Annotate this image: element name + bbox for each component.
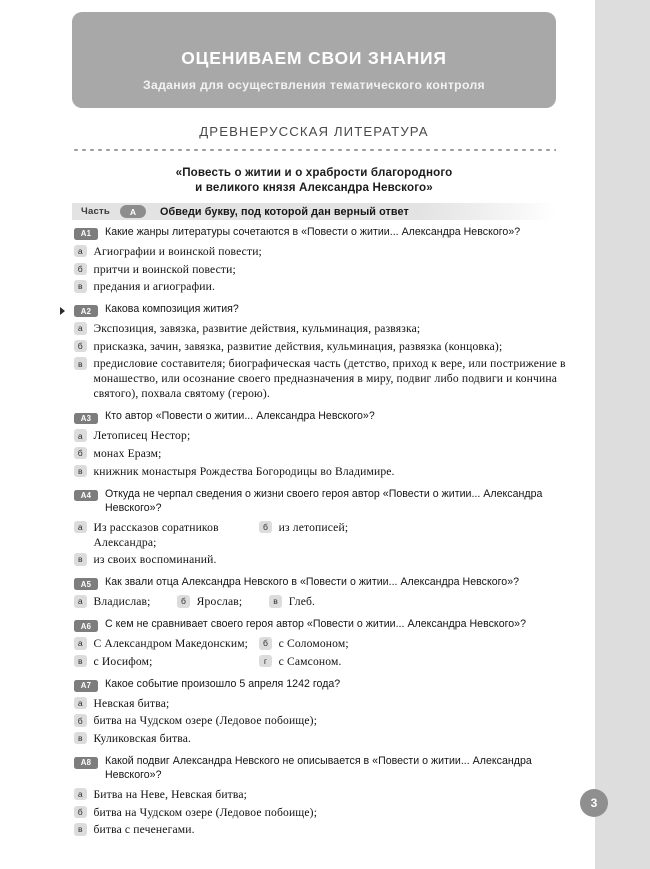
banner-title: ОЦЕНИВАЕМ СВОИ ЗНАНИЯ (181, 48, 447, 68)
option-letter-badge[interactable]: б (259, 637, 272, 650)
question-number-badge: А2 (74, 305, 98, 317)
question-number-badge: А8 (74, 757, 98, 769)
work-title-line-1: «Повесть о житии и о храбрости благородного (175, 166, 453, 179)
answer-option[interactable] (74, 428, 580, 443)
part-bar (72, 203, 556, 220)
answer-option[interactable] (74, 244, 580, 259)
answer-option[interactable] (74, 636, 259, 651)
option-row (74, 822, 580, 837)
option-text: С Александром Македонским; (93, 637, 249, 651)
question-number-badge: А1 (74, 228, 98, 240)
answer-option[interactable] (74, 520, 259, 550)
question-text: Какой подвиг Александра Невского не описывается в «Повести о житии... Александра Невского»? (105, 755, 532, 781)
option-row (74, 446, 580, 461)
question-block (60, 410, 580, 478)
option-letter-badge[interactable]: в (74, 655, 87, 668)
option-letter-badge[interactable]: б (74, 806, 87, 819)
option-letter-badge[interactable]: а (74, 429, 87, 442)
option-letter-badge[interactable]: б (74, 263, 87, 276)
option-text: присказка, зачин, завязка, развитие действия, кульминация, развязка (концовка); (93, 339, 503, 353)
option-row (74, 428, 580, 443)
header-banner (72, 12, 556, 108)
option-text: с Иосифом; (93, 654, 153, 668)
option-text: битва на Чудском озере (Ледовое побоище); (93, 714, 318, 728)
question-number-badge: А5 (74, 578, 98, 590)
question-block (60, 226, 580, 294)
question-text: Какие жанры литературы сочетаются в «Повести о житии... Александра Невского»? (105, 226, 521, 238)
answer-option[interactable] (74, 731, 580, 746)
questions-list (60, 226, 580, 846)
option-row (74, 731, 580, 746)
question-text: Какое событие произошло 5 апреля 1242 года? (105, 677, 341, 690)
option-text: Из рассказов соратников Александра; (93, 520, 219, 549)
option-text: Куликовская битва. (93, 731, 192, 745)
option-row (74, 464, 580, 479)
option-letter-badge[interactable]: а (74, 697, 87, 710)
option-letter-badge[interactable]: в (74, 465, 87, 478)
option-row (74, 244, 580, 259)
options-group (74, 594, 580, 609)
option-letter-badge[interactable]: а (74, 322, 87, 335)
answer-option[interactable] (269, 594, 580, 609)
page-number-badge: 3 (580, 789, 608, 817)
question-header (60, 618, 580, 632)
section-heading: ДРЕВНЕРУССКАЯ ЛИТЕРАТУРА (199, 124, 429, 139)
question-block (60, 618, 580, 669)
answer-option[interactable] (74, 262, 580, 277)
option-text: предания и агиографии. (93, 280, 216, 294)
answer-option[interactable] (74, 464, 580, 479)
question-block (60, 755, 580, 837)
option-row (74, 636, 580, 651)
option-letter-badge[interactable]: б (74, 447, 87, 460)
question-text: Откуда не черпал сведения о жизни своего героя автор «Повести о житии... Александра Невского»? (105, 487, 543, 514)
option-text: предисловие составителя; биографическая часть (детство, приход к вере, или пострижение в монашество, или осознание своего предназначения в миру, подвиг либо подвиги и кончина святого), похвала святому (герою). (93, 357, 566, 401)
answer-option[interactable] (74, 696, 580, 711)
answer-option[interactable] (177, 594, 269, 609)
option-letter-badge[interactable]: в (74, 280, 87, 293)
option-text: с Самсоном. (278, 654, 342, 668)
answer-option[interactable] (74, 339, 580, 354)
answer-option[interactable] (74, 594, 177, 609)
answer-option[interactable] (74, 713, 580, 728)
options-group (74, 321, 580, 401)
option-letter-badge[interactable]: в (269, 595, 282, 608)
answer-option[interactable] (74, 356, 580, 401)
option-text: Летописец Нестор; (93, 429, 191, 443)
question-text: Кто автор «Повести о житии... Александра Невского»? (105, 410, 375, 423)
question-header (60, 226, 580, 240)
option-letter-badge[interactable]: а (74, 788, 87, 801)
option-text: Владислав; (93, 595, 151, 609)
question-number-badge: А4 (74, 490, 98, 502)
options-group (74, 520, 580, 568)
banner-subtitle: Задания для осуществления тематического контроля (142, 78, 486, 92)
option-letter-badge[interactable]: а (74, 595, 87, 608)
option-row (74, 321, 580, 336)
option-row (74, 262, 580, 277)
option-row (74, 654, 580, 669)
option-letter-badge[interactable]: а (74, 637, 87, 650)
answer-option[interactable] (74, 321, 580, 336)
options-group (74, 696, 580, 746)
answer-option[interactable] (259, 654, 580, 669)
question-text: С кем не сравнивает своего героя автор «Повести о житии... Александра Невского»? (105, 618, 526, 631)
answer-option[interactable] (259, 636, 580, 651)
answer-option[interactable] (74, 822, 580, 837)
work-title-line-2: и великого князя Александра Невского» (195, 181, 433, 195)
option-row (74, 520, 580, 550)
options-group (74, 428, 580, 478)
option-text: Ярослав; (196, 595, 243, 609)
option-text: Экспозиция, завязка, развитие действия, кульминация, развязка; (93, 322, 421, 336)
option-text: Агиографии и воинской повести; (93, 244, 262, 258)
option-text: Битва на Неве, Невская битва; (93, 787, 248, 801)
option-row (74, 279, 580, 294)
option-letter-badge[interactable]: б (259, 521, 272, 534)
option-text: Невская битва; (93, 696, 170, 710)
question-block (60, 576, 580, 609)
question-number-badge: А6 (74, 620, 98, 632)
option-letter-badge[interactable]: б (74, 340, 87, 353)
question-header (60, 576, 580, 590)
answer-option[interactable] (74, 805, 580, 820)
option-row (74, 552, 580, 567)
question-block (60, 678, 580, 746)
option-letter-badge[interactable]: в (74, 732, 87, 745)
answer-option[interactable] (74, 446, 580, 461)
option-text: из своих воспоминаний. (93, 553, 217, 567)
question-block (60, 488, 580, 568)
question-number-badge: А3 (74, 413, 98, 425)
question-header (60, 303, 580, 317)
option-row (74, 594, 580, 609)
answer-option[interactable] (74, 552, 580, 567)
part-label: Часть (81, 206, 111, 217)
dotted-divider (72, 148, 556, 152)
option-letter-badge[interactable]: г (259, 655, 272, 668)
option-letter-badge[interactable]: а (74, 521, 87, 534)
question-header (60, 488, 580, 516)
question-block (60, 303, 580, 401)
option-row (74, 805, 580, 820)
option-letter-badge[interactable]: б (74, 714, 87, 727)
option-text: монах Еразм; (93, 446, 162, 460)
option-letter-badge[interactable]: в (74, 357, 87, 370)
question-header (60, 410, 580, 424)
option-row (74, 339, 580, 354)
work-title (72, 165, 556, 196)
question-header (60, 678, 580, 692)
option-letter-badge[interactable]: б (177, 595, 190, 608)
option-text: Глеб. (288, 595, 316, 609)
option-row (74, 356, 580, 401)
option-text: битва на Чудском озере (Ледовое побоище); (93, 805, 318, 819)
diamond-marker-icon (60, 307, 65, 315)
option-row (74, 696, 580, 711)
part-instruction: Обведи букву, под которой дан верный ответ (160, 205, 409, 218)
option-letter-badge[interactable]: в (74, 553, 87, 566)
question-header (60, 755, 580, 783)
option-text: из летописей; (278, 520, 349, 534)
answer-option[interactable] (74, 787, 580, 802)
option-text: с Соломоном; (278, 637, 349, 651)
option-row (74, 713, 580, 728)
answer-option[interactable] (259, 520, 580, 535)
option-text: книжник монастыря Рождества Богородицы во Владимире. (93, 464, 395, 478)
part-badge: А (120, 205, 146, 218)
options-group (74, 787, 580, 837)
option-letter-badge[interactable]: а (74, 245, 87, 258)
answer-option[interactable] (74, 279, 580, 294)
question-number-badge: А7 (74, 680, 98, 692)
option-text: притчи и воинской повести; (93, 262, 236, 276)
options-group (74, 244, 580, 294)
answer-option[interactable] (74, 654, 259, 669)
option-letter-badge[interactable]: в (74, 823, 87, 836)
question-text: Как звали отца Александра Невского в «Повести о житии... Александра Невского»? (105, 576, 520, 589)
question-text: Какова композиция жития? (105, 303, 239, 316)
option-text: битва с печенегами. (93, 823, 195, 837)
option-row (74, 787, 580, 802)
options-group (74, 636, 580, 669)
